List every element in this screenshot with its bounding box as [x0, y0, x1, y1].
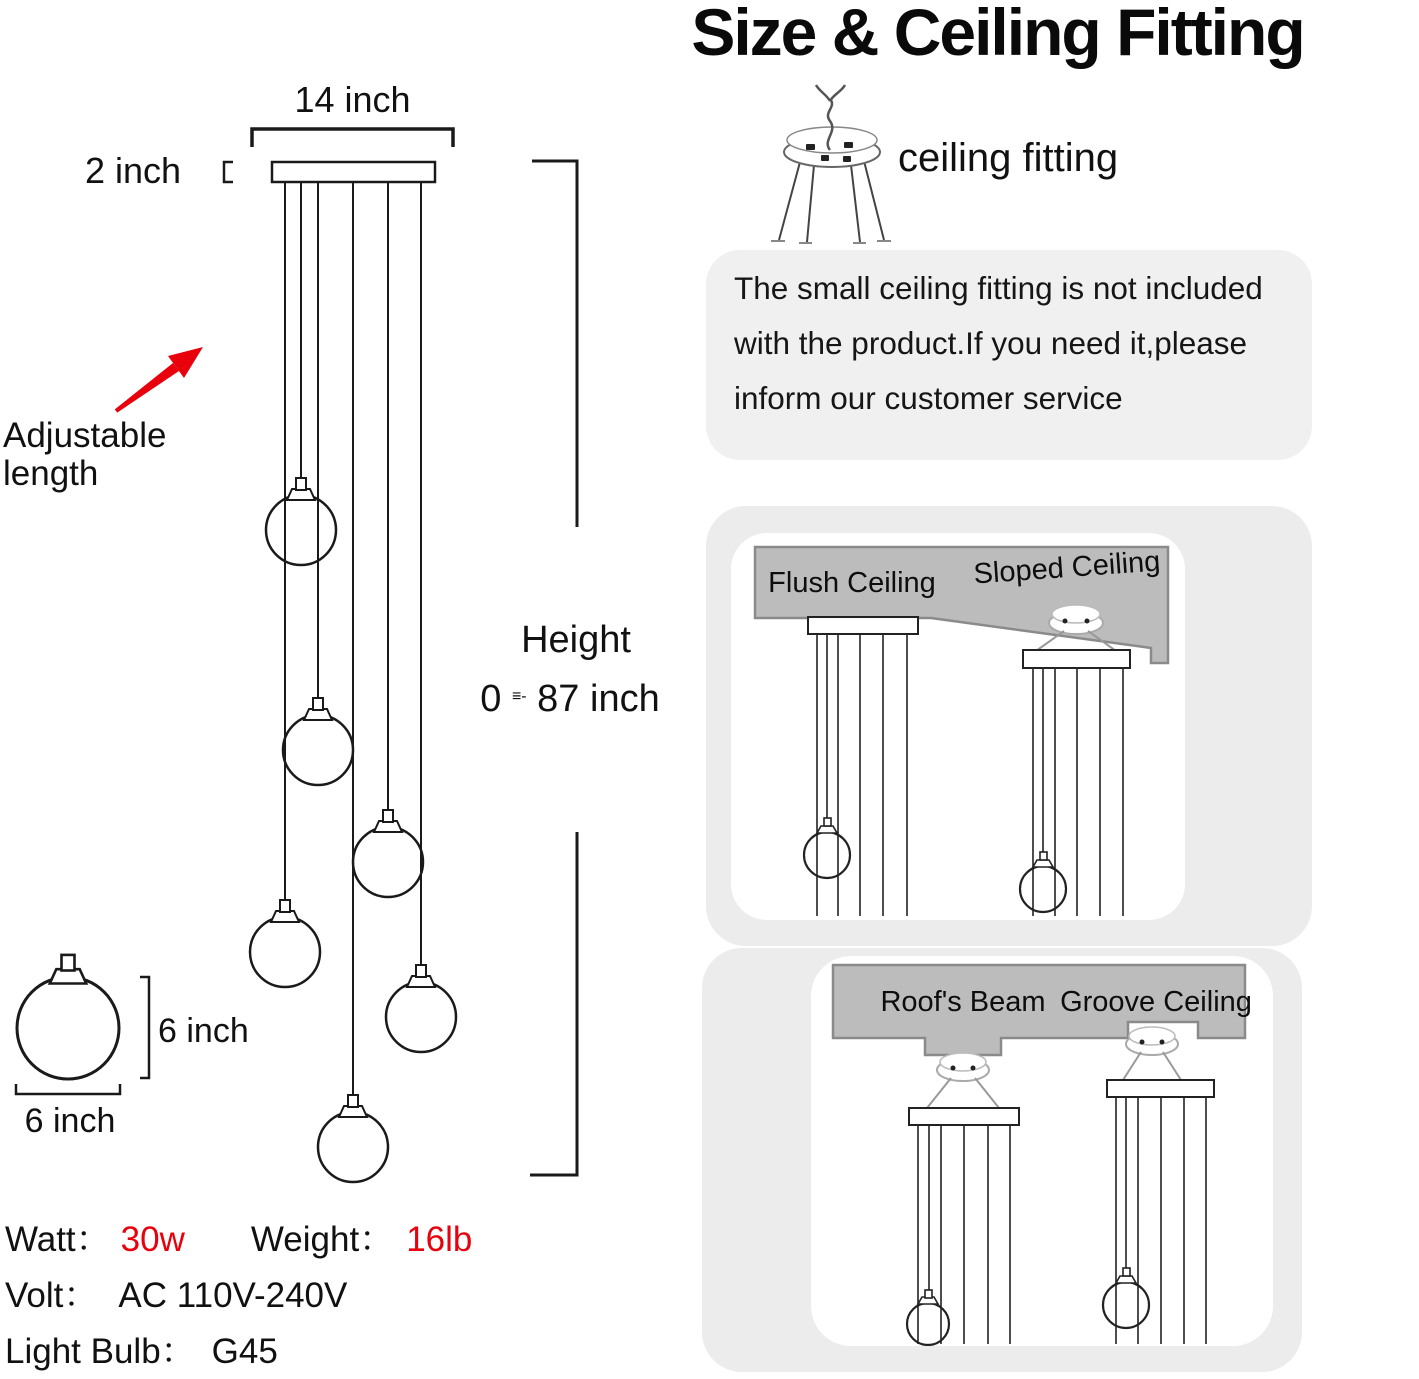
groove-ceiling-label: Groove Ceiling — [1060, 986, 1252, 1018]
ceiling-canopy — [272, 162, 435, 182]
beam-groove-drawing — [811, 956, 1273, 1346]
sloped-ceiling-label: Sloped Ceiling — [972, 545, 1162, 591]
weight-value: 16lb — [406, 1220, 473, 1259]
ceiling-fitting-icon — [750, 78, 920, 250]
range-dash: ≡- — [511, 687, 527, 705]
spec-line-watt-weight — [5, 1212, 472, 1262]
groove-adapter — [1123, 1027, 1181, 1080]
globe-height-label: 6 inch — [158, 1012, 249, 1050]
height-range-label: 0 ≡- 87 inch — [480, 678, 660, 720]
fitting-note-box — [706, 250, 1312, 460]
note-line: with the product.If you need it,please — [734, 325, 1248, 361]
note-line: inform our customer service — [734, 380, 1123, 416]
wires — [1116, 1097, 1206, 1344]
watt-value: 30w — [120, 1220, 185, 1259]
spec-line-volt — [5, 1268, 347, 1318]
flush-ceiling-label: Flush Ceiling — [768, 567, 936, 599]
reference-globe — [17, 955, 119, 1079]
canopy-depth-label: 2 inch — [85, 150, 182, 191]
bulb-value: G45 — [211, 1332, 278, 1371]
height-label: Height — [521, 619, 631, 661]
flush-sloped-panel — [706, 506, 1312, 946]
fitting-legs — [771, 161, 891, 243]
wires — [817, 634, 907, 916]
spec-line-bulb — [5, 1324, 278, 1374]
beam-adapter — [927, 1053, 999, 1108]
note-line: The small ceiling fitting is not included — [734, 270, 1263, 306]
globe-width-label: 6 inch — [24, 1102, 116, 1140]
adjustable-length-label: Adjustable length — [3, 416, 167, 493]
page-title: Size & Ceiling Fitting — [691, 0, 1304, 69]
volt-label: Volt： — [5, 1276, 99, 1315]
weight-label: Weight： — [250, 1220, 395, 1259]
watt-label: Watt： — [5, 1220, 111, 1259]
wires — [918, 1125, 1010, 1344]
bulb-label: Light Bulb： — [5, 1332, 196, 1371]
width-dimension-label: 14 inch — [294, 79, 411, 120]
suspension-wires — [285, 182, 421, 1096]
roofs-beam-label: Roof's Beam — [880, 986, 1046, 1018]
adjustable-arrow-icon — [115, 347, 203, 413]
ceiling-fitting-label: ceiling fitting — [898, 136, 1119, 180]
beam-groove-panel — [702, 948, 1302, 1372]
wires — [1033, 668, 1123, 916]
flush-sloped-drawing — [731, 533, 1185, 920]
volt-value: AC 110V-240V — [118, 1276, 348, 1315]
